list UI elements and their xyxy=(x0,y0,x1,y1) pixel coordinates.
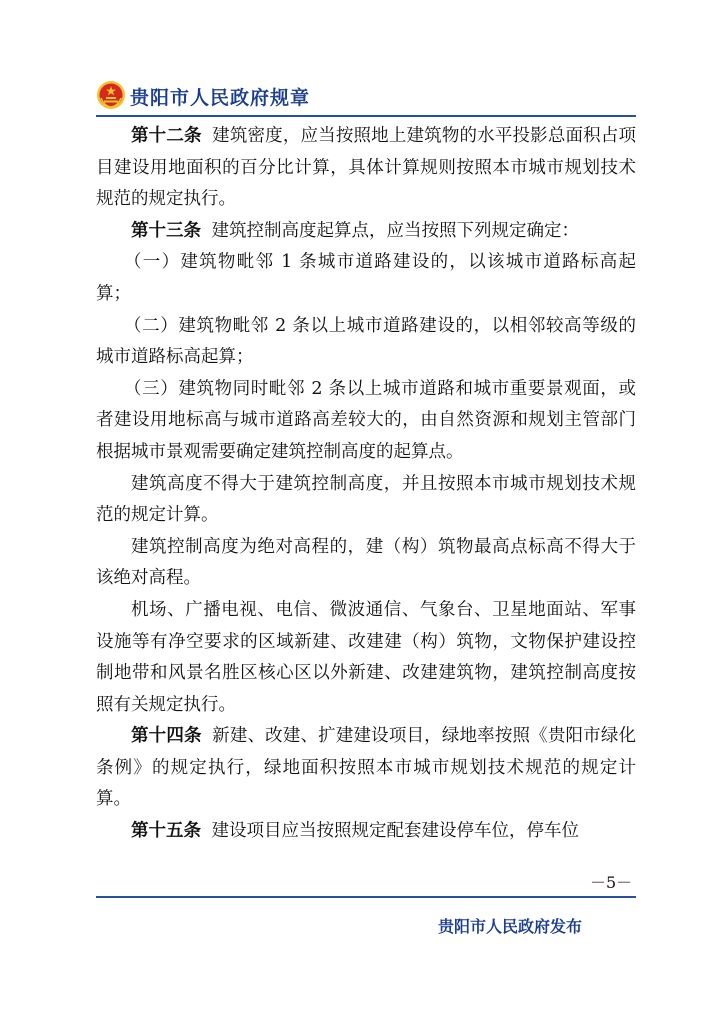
paragraph xyxy=(96,121,636,216)
paragraph-text: （三）建筑物同时毗邻 2 条以上城市道路和城市重要景观面，或者建设用地标高与城市道路高差较大的，由自然资源和规划主管部门根据城市景观需要确定建筑控制高度的起算点。 xyxy=(96,378,636,462)
paragraph-text: 建设项目应当按照规定配套建设停车位，停车位 xyxy=(211,821,579,842)
paragraph-text: 机场、广播电视、电信、微波通信、气象台、卫星地面站、军事设施等有净空要求的区域新建、改建建（构）筑物，文物保护建设控制地带和风景名胜区核心区以外新建、改建建筑物，建筑控制高度按照有关规定执行。 xyxy=(96,599,636,715)
paragraph-text: 建筑控制高度为绝对高程的，建（构）筑物最高点标高不得大于该绝对高程。 xyxy=(96,536,636,589)
paragraph-text: 建筑密度，应当按照地上建筑物的水平投影总面积占项目建设用地面积的百分比计算，具体计算规则按照本市城市规划技术规范的规定执行。 xyxy=(96,126,637,210)
paragraph-text: 建筑高度不得大于建筑控制高度，并且按照本市城市规划技术规范的规定计算。 xyxy=(96,473,636,526)
list-item xyxy=(96,247,636,310)
list-item xyxy=(96,311,636,374)
page-number: －5－ xyxy=(590,873,633,892)
paragraph-text: 建筑控制高度起算点，应当按照下列规定确定： xyxy=(211,220,579,241)
paragraph-text: （二）建筑物毗邻 2 条以上城市道路建设的，以相邻较高等级的城市道路标高起算； xyxy=(96,315,636,368)
article-number: 第十五条 xyxy=(131,821,201,842)
footer-publisher: 贵阳市人民政府发布 xyxy=(438,917,583,936)
header-title: 贵阳市人民政府规章 xyxy=(130,87,311,109)
article-number: 第十二条 xyxy=(131,126,202,146)
paragraph-text: （一）建筑物毗邻 1 条城市道路建设的，以该城市道路标高起算； xyxy=(96,252,636,304)
paragraph xyxy=(96,469,636,532)
footer-rule xyxy=(96,896,636,898)
page-header xyxy=(96,80,636,114)
document-body xyxy=(96,121,636,848)
header-rule xyxy=(96,115,636,117)
paragraph xyxy=(96,216,636,248)
article-number: 第十三条 xyxy=(131,220,201,241)
paragraph xyxy=(96,721,636,816)
national-emblem-icon xyxy=(96,80,126,110)
list-item xyxy=(96,374,636,469)
paragraph xyxy=(96,816,636,848)
paragraph xyxy=(96,532,636,595)
article-number: 第十四条 xyxy=(131,726,202,747)
paragraph xyxy=(96,595,636,721)
paragraph-text: 新建、改建、扩建建设项目，绿地率按照《贵阳市绿化条例》的规定执行，绿地面积按照本市城市规划技术规范的规定计算。 xyxy=(96,726,637,810)
